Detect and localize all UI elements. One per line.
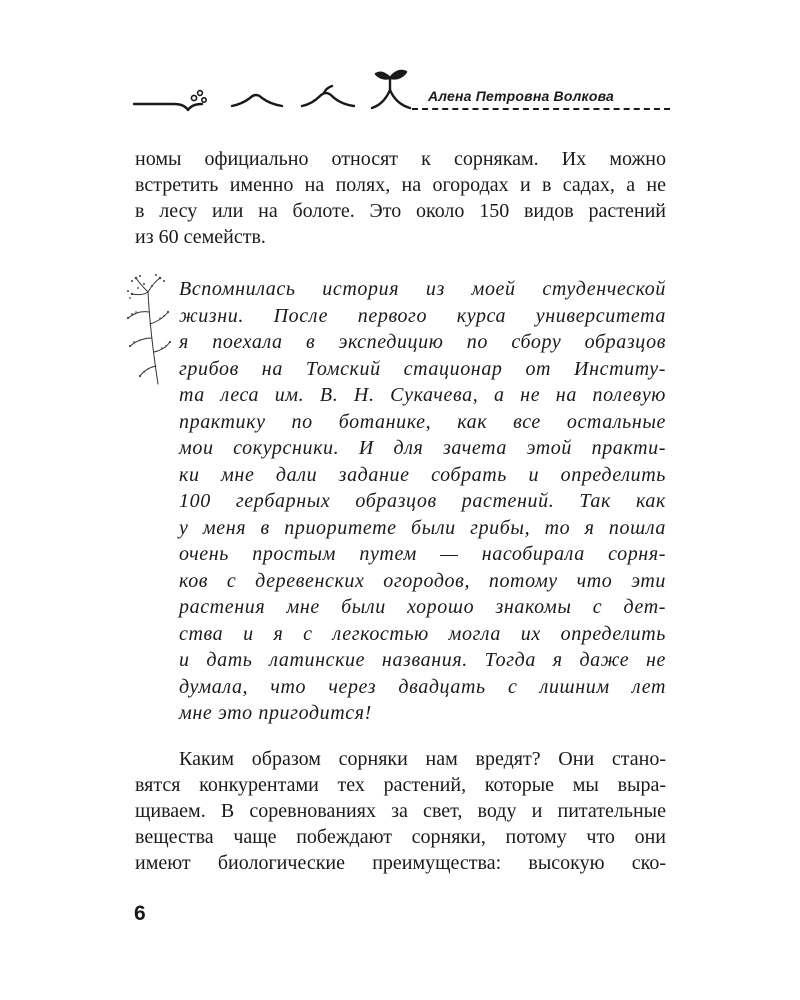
text-line: встретить именно на полях, на огородах и в садах, а не <box>135 174 666 196</box>
quote-line: очень простым путем — насобирала сорня- <box>179 543 666 565</box>
text-line: номы официально относят к сорнякам. Их можно <box>135 148 666 170</box>
quote-line: та леса им. В. Н. Сукачева, а не на полевую <box>179 384 666 406</box>
quote-line: грибов на Томский стационар от Институ- <box>179 357 666 380</box>
italic-anecdote-quote <box>179 276 666 727</box>
text-line: из 60 семейств. <box>135 226 266 248</box>
header-dashed-rule <box>412 108 670 110</box>
paragraph-2 <box>135 746 666 876</box>
text-line: в лесу или на болоте. Это около 150 видов растений <box>135 200 666 222</box>
quote-line: растения мне были хорошо знакомы с дет- <box>179 596 666 618</box>
quote-line: 100 гербарных образцов растений. Так как <box>179 490 666 512</box>
text-line: щиваем. В соревнованиях за свет, воду и питательные <box>135 800 666 822</box>
quote-line: практику по ботанике, как все остальные <box>179 410 666 433</box>
quote-line: ства и я с легкостью могла их определить <box>179 622 666 645</box>
text-line: имеют биологические преимущества: высокую ско- <box>135 852 666 874</box>
page-number: 6 <box>134 902 146 925</box>
plant-sketch-illustration <box>118 272 172 388</box>
quote-line: у меня в приоритете были грибы, то я пошла <box>179 516 666 539</box>
quote-line: думала, что через двадцать с лишним лет <box>179 675 666 698</box>
quote-line: Вспомнилась история из моей студенческой <box>179 278 666 300</box>
quote-line: мои сокурсники. И для зачета этой практи- <box>179 437 666 459</box>
author-name: Алена Петровна Волкова <box>428 88 615 104</box>
text-line: вятся конкурентами тех растений, которые мы выра- <box>135 774 666 796</box>
quote-line: я поехала в экспедицию по сбору образцов <box>179 331 666 353</box>
quote-line: мне это пригодится! <box>179 702 372 724</box>
quote-line: жизни. После первого курса университета <box>179 304 666 327</box>
text-line: вещества чаще побеждают сорняки, потому что они <box>135 826 666 848</box>
sprouting-seed-illustration <box>132 66 432 116</box>
quote-line: ки мне дали задание собрать и определить <box>179 463 666 486</box>
paragraph-1 <box>135 146 666 250</box>
quote-line: ков с деревенских огородов, потому что эти <box>179 569 666 592</box>
text-line: Каким образом сорняки нам вредят? Они стано- <box>179 748 666 770</box>
quote-line: и дать латинские названия. Тогда я даже не <box>179 649 666 671</box>
